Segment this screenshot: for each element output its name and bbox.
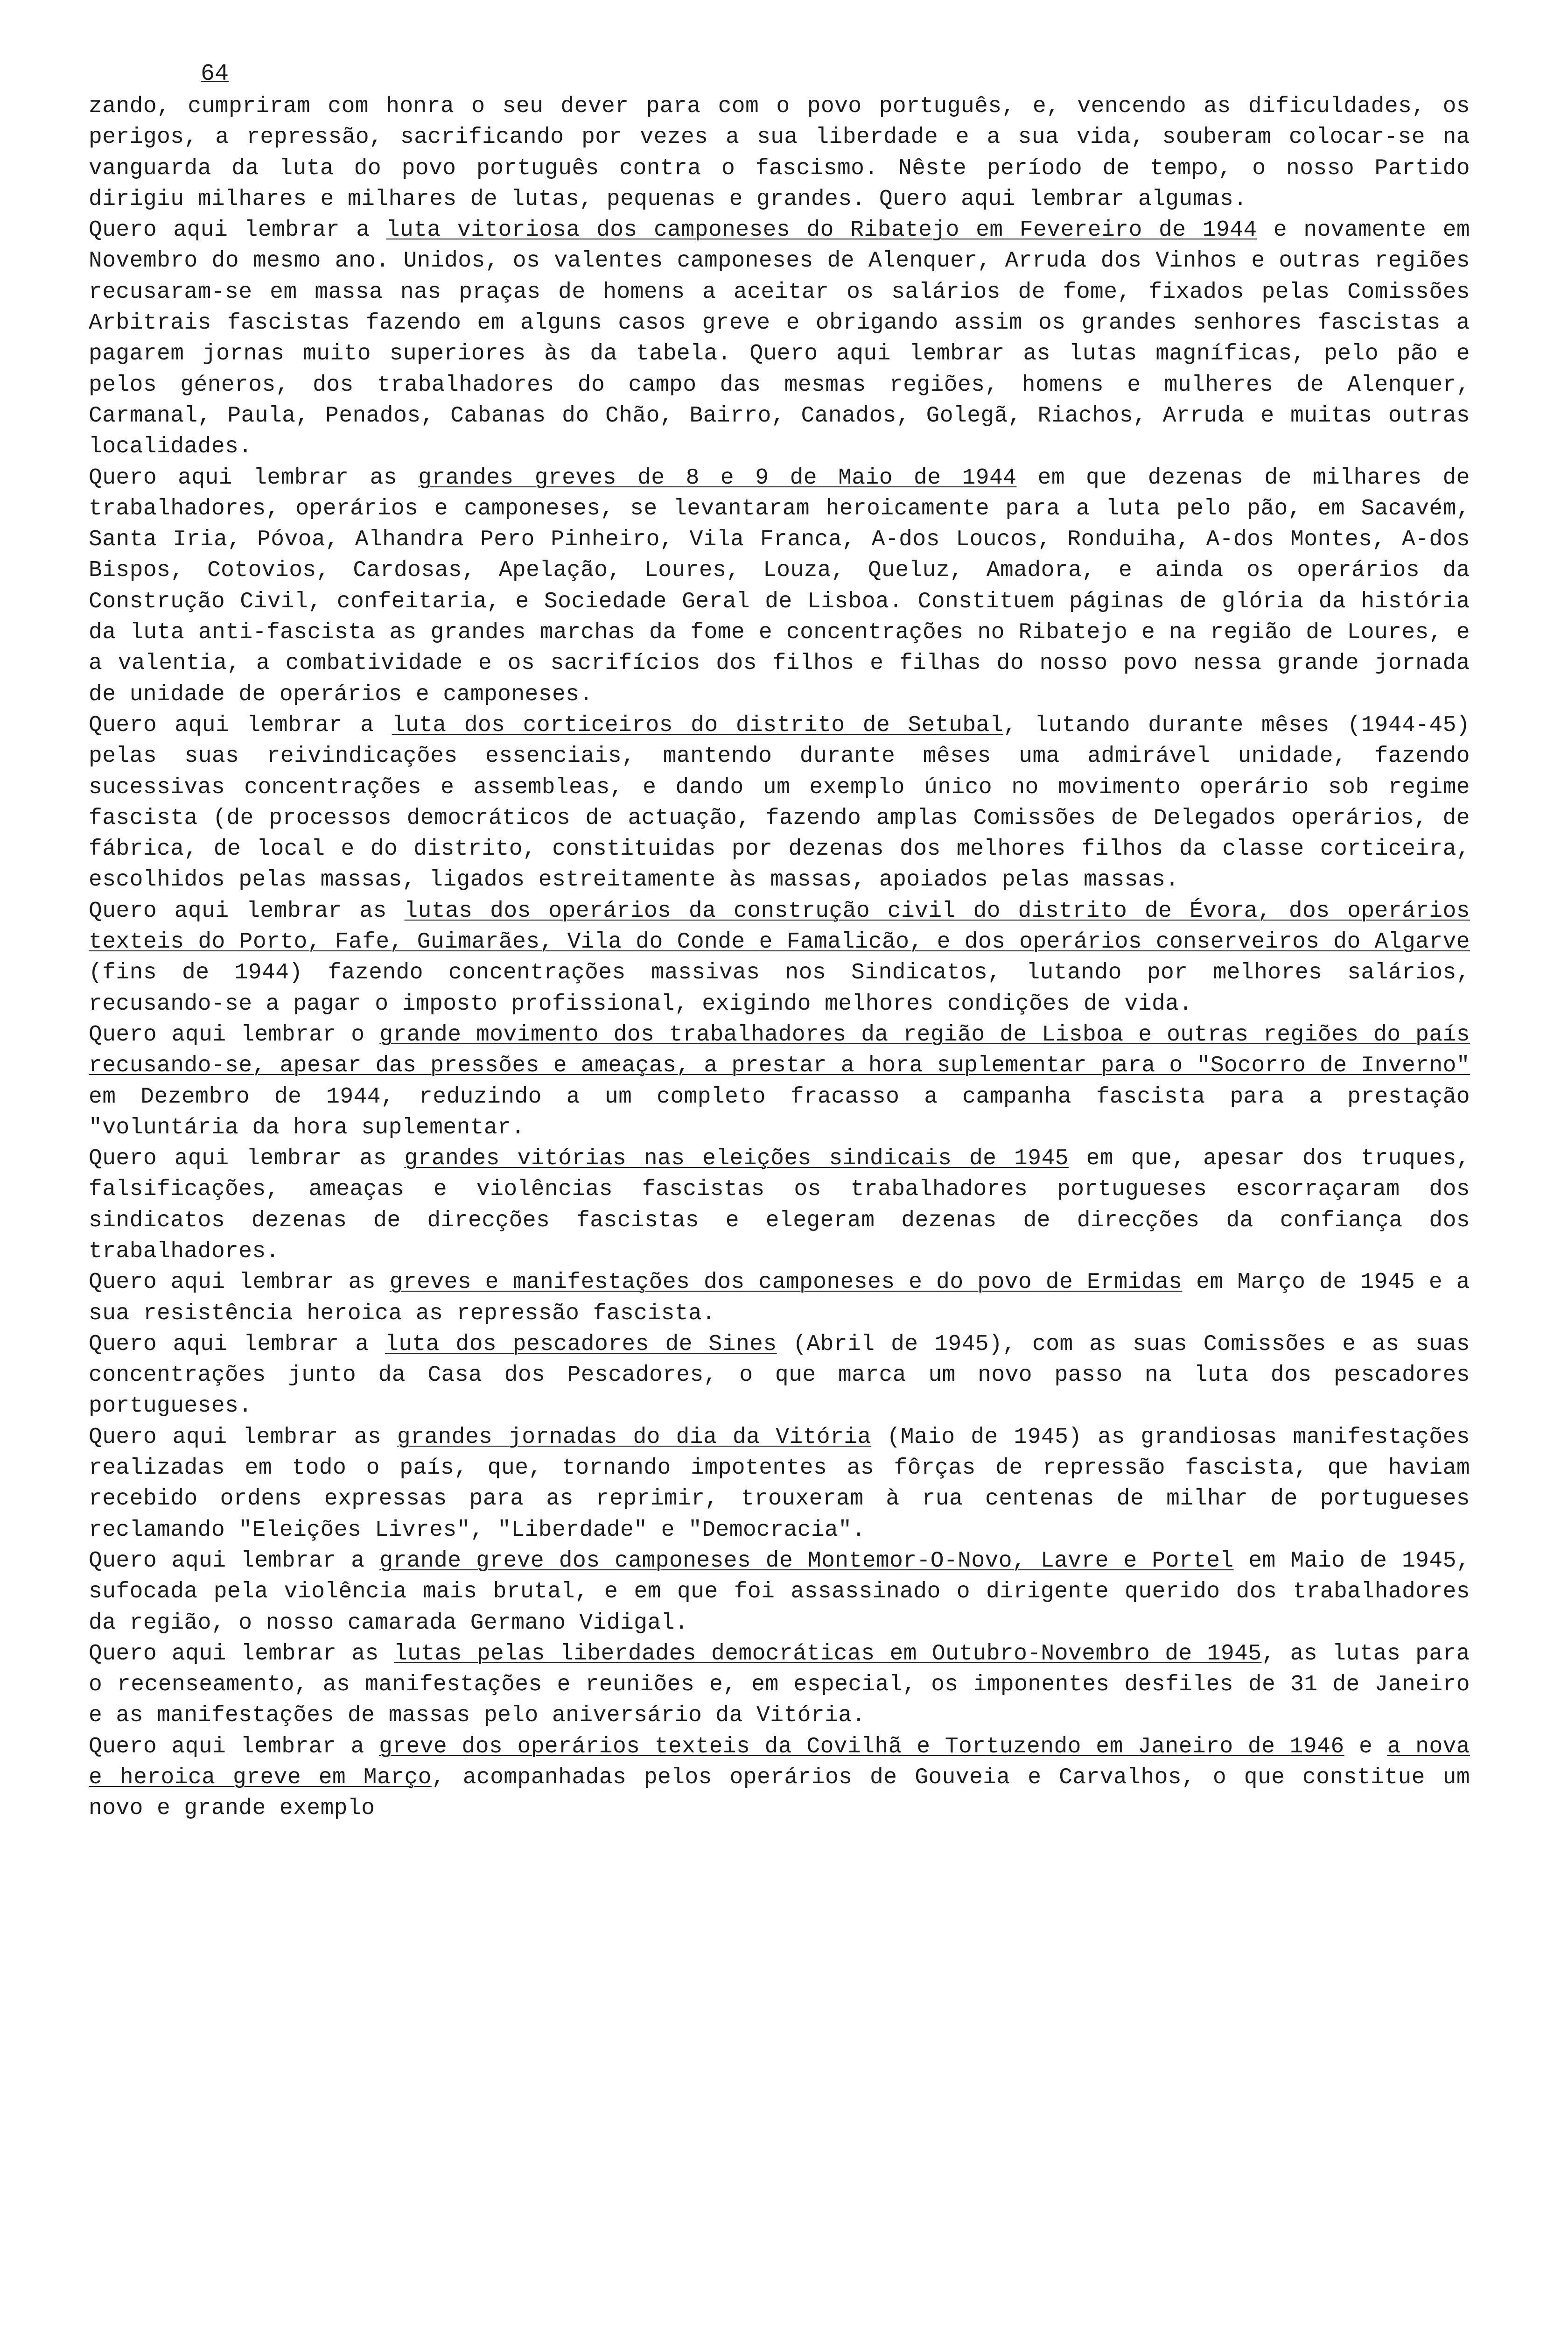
text-run: Quero aqui lembrar as <box>89 1424 397 1450</box>
page-number: 64 <box>201 61 229 87</box>
text-run: (Maio de 1945) as grandiosas manifestações realizadas em todo o país, que, tornando impotentes as fôrças de repressão fascista, que haviam recebido ordens expressas para as reprimir, trouxeram à rua centenas de milhar de portugueses reclamando "Eleições Livres", "Liberdade" e "Democracia". <box>89 1424 1470 1543</box>
underlined-phrase: grandes greves de 8 e 9 de Maio de 1944 <box>418 465 1017 491</box>
text-run: e <box>1344 1734 1387 1759</box>
underlined-phrase: luta dos pescadores de Sines <box>385 1331 777 1357</box>
underlined-phrase: luta vitoriosa dos camponeses do Ribatejo em Fevereiro de 1944 <box>386 218 1257 243</box>
text-run: em Março de 1945 e a sua resistência heroica as repressão fascista. <box>89 1270 1470 1326</box>
underlined-phrase: grande greve dos camponeses de Montemor-O-Novo, Lavre e Portel <box>379 1548 1234 1574</box>
text-run: em Maio de 1945, sufocada pela violência mais brutal, e em que foi assassinado o dirigente querido dos trabalhadores da região, o nosso camarada Germano Vidigal. <box>89 1548 1470 1636</box>
paragraph <box>89 896 1470 1019</box>
paragraph <box>89 215 1470 462</box>
text-run: (fins de 1944) fazendo concentrações massivas nos Sindicatos, lutando por melhores salários, recusando-se a pagar o imposto profissional, exigindo melhores condições de vida. <box>89 960 1470 1017</box>
text-run: Quero aqui lembrar a <box>89 1331 385 1357</box>
text-run: Quero aqui lembrar a <box>89 1548 380 1574</box>
paragraph <box>89 1329 1470 1422</box>
text-run: Quero aqui lembrar a <box>89 1734 379 1759</box>
text-run: Quero aqui lembrar as <box>89 898 405 924</box>
text-run: Quero aqui lembrar as <box>89 1270 390 1295</box>
text-run: em que dezenas de milhares de trabalhadores, operários e camponeses, se levantaram heroicamente para a luta pelo pão, em Sacavém, Santa Iria, Póvoa, Alhandra Pero Pinheiro, Vila Franca, A-dos Loucos, Ronduiha, A-dos Montes, A-dos Bispos, Cotovios, Cardosas, Apelação, Loures, Louza, Queluz, Amadora, e ainda os operários da Construção Civil, confeitaria, e Sociedade Geral de Lisboa. Constituem páginas de glória da história da luta anti-fascista as grandes marchas da fome e concentrações no Ribatejo e na região de Loures, e a valentia, a combatividade e os sacrifícios dos filhos e filhas do nosso povo nessa grande jornada de unidade de operários e camponeses. <box>89 465 1470 707</box>
underlined-phrase: lutas dos operários da construção civil do distrito de Évora, dos operários texteis do Porto, Fafe, Guimarães, Vila do Conde e Famalicão, e dos operários conserveiros do Algarve <box>89 898 1470 955</box>
text-run: zando, cumpriram com honra o seu dever para com o povo português, e, vencendo as dificuldades, os perigos, a repressão, sacrificando por vezes a sua liberdade e a sua vida, souberam colocar-se na vanguarda da luta do povo português contra o fascismo. Nêste período de tempo, o nosso Partido dirigiu milhares e milhares de lutas, pequenas e grandes. Quero aqui lembrar algumas. <box>89 94 1470 212</box>
text-run: Quero aqui lembrar a <box>89 218 386 243</box>
underlined-phrase: grande movimento dos trabalhadores da região de Lisboa e outras regiões do país recusando-se, apesar das pressões e ameaças, a prestar a hora suplementar para o "Socorro de Inverno" <box>89 1022 1470 1079</box>
paragraph <box>89 1143 1470 1267</box>
paragraph <box>89 1731 1470 1824</box>
paragraph <box>89 1019 1470 1143</box>
text-run: em que, apesar dos truques, falsificações, ameaças e violências fascistas os trabalhadores portugueses escorraçaram dos sindicatos dezenas de direcções fascistas e elegeram dezenas de direcções da confiança dos trabalhadores. <box>89 1146 1470 1264</box>
paragraph <box>89 1638 1470 1731</box>
body-text <box>89 91 1470 1824</box>
text-run: (Abril de 1945), com as suas Comissões e as suas concentrações junto da Casa dos Pescadores, o que marca um novo passo na luta dos pescadores portugueses. <box>89 1331 1470 1419</box>
underlined-phrase: greves e manifestações dos camponeses e do povo de Ermidas <box>389 1270 1183 1295</box>
text-run: Quero aqui lembrar as <box>89 465 419 491</box>
text-run: , as lutas para o recenseamento, as manifestações e reuniões e, em especial, os imponentes desfiles de 31 de Janeiro e as manifestações de massas pelo aniversário da Vitória. <box>89 1641 1470 1729</box>
text-run: Quero aqui lembrar a <box>89 712 392 738</box>
underlined-phrase: lutas pelas liberdades democráticas em Outubro-Novembro de 1945 <box>393 1641 1262 1666</box>
text-run: Quero aqui lembrar as <box>89 1146 405 1172</box>
underlined-phrase: greve dos operários texteis da Covilhã e Tortuzendo em Janeiro de 1946 <box>379 1734 1344 1759</box>
text-run: Quero aqui lembrar o <box>89 1022 380 1047</box>
paragraph <box>89 1546 1470 1638</box>
paragraph <box>89 1267 1470 1329</box>
text-run: , lutando durante mêses (1944-45) pelas suas reivindicações essenciais, mantendo durante mêses uma admirável unidade, fazendo sucessivas concentrações e assembleas, e dando um exemplo único no movimento operário sob regime fascista (de processos democráticos de actuação, fazendo amplas Comissões de Delegados operários, de fábrica, de local e do distrito, constituidas por dezenas dos melhores filhos da classe corticeira, escolhidos pelas massas, ligados estreitamente às massas, apoiados pelas massas. <box>89 712 1470 893</box>
text-run: em Dezembro de 1944, reduzindo a um completo fracasso a campanha fascista para a prestação "voluntária da hora suplementar. <box>89 1084 1470 1140</box>
paragraph <box>89 1422 1470 1546</box>
text-run: , acompanhadas pelos operários de Gouveia e Carvalhos, o que constitue um novo e grande exemplo <box>89 1765 1470 1821</box>
underlined-phrase: grandes vitórias nas eleições sindicais de 1945 <box>404 1146 1069 1172</box>
paragraph <box>89 710 1470 896</box>
text-run: Quero aqui lembrar as <box>89 1641 394 1666</box>
paragraph <box>89 91 1470 215</box>
underlined-phrase: grandes jornadas do dia da Vitória <box>397 1424 871 1450</box>
text-run: e novamente em Novembro do mesmo ano. Unidos, os valentes camponeses de Alenquer, Arruda dos Vinhos e outras regiões recusaram-se em massa nas praças de homens a aceitar os salários de fome, fixados pelas Comissões Arbitrais fascistas fazendo em alguns casos greve e obrigando assim os grandes senhores fascistas a pagarem jornas muito superiores às da tabela. Quero aqui lembrar as lutas magníficas, pelo pão e pelos géneros, dos trabalhadores do campo das mesmas regiões, homens e mulheres de Alenquer, Carmanal, Paula, Penados, Cabanas do Chão, Bairro, Canados, Golegã, Riachos, Arruda e muitas outras localidades. <box>89 218 1470 460</box>
underlined-phrase: a nova e heroica greve em Março <box>89 1734 1470 1791</box>
underlined-phrase: luta dos corticeiros do distrito de Setubal <box>392 712 1003 738</box>
paragraph <box>89 463 1470 710</box>
